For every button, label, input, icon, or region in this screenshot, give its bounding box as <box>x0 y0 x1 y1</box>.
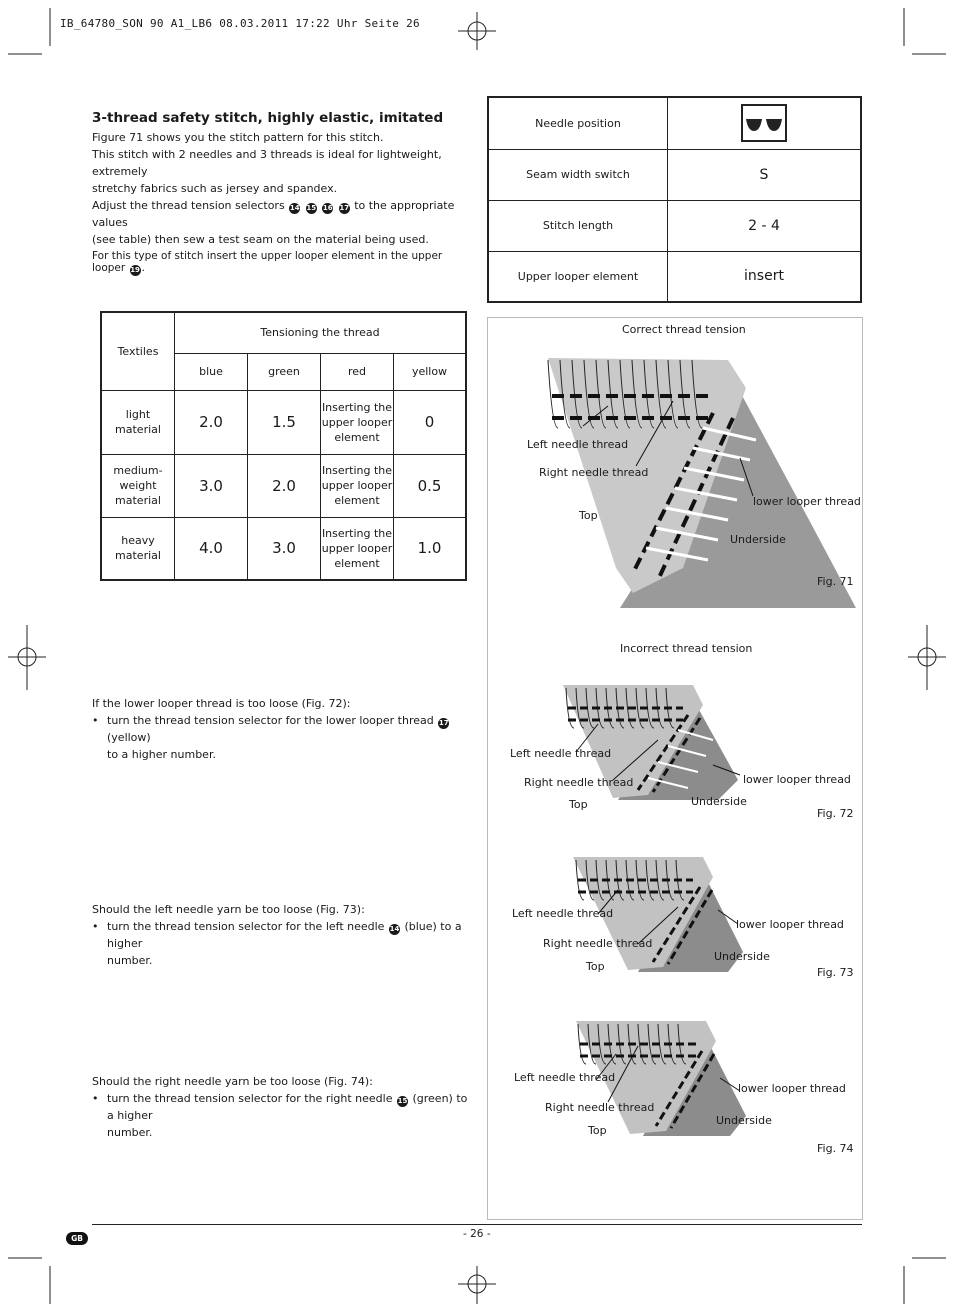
language-badge: GB <box>66 1232 88 1245</box>
bullet-line-2: number. <box>107 954 153 967</box>
instruction-intro: Should the left needle yarn be too loose (Fig. 73): <box>92 903 365 916</box>
fig73-left-needle-label: Left needle thread <box>512 907 614 920</box>
settings-value: S <box>668 149 862 200</box>
two-needles-icon <box>741 104 787 142</box>
settings-row <box>488 149 861 200</box>
settings-row <box>488 97 861 149</box>
instruction-intro: If the lower looper thread is too loose (Fig. 72): <box>92 697 351 710</box>
fig71-underside-label: Underside <box>730 533 786 546</box>
col-tension: Tensioning the thread <box>175 312 467 353</box>
bullet-text: turn the thread tension selector for the left needle <box>107 920 385 933</box>
col-textiles: Textiles <box>101 312 175 390</box>
fig71-lower-looper-label: lower looper thread <box>753 495 861 508</box>
looper-note-text: For this type of stitch insert the upper looper element in the upper looper <box>92 250 443 274</box>
adjust-text <box>92 197 472 248</box>
instruction-bullet: • turn the thread tension selector for the right needle 15 (green) to a higher number. <box>92 1090 472 1141</box>
table-row <box>101 454 466 517</box>
fig73-underside-label: Underside <box>714 950 770 963</box>
settings-label: Upper looper element <box>488 251 668 302</box>
table-row <box>101 517 466 580</box>
instruction-bullet: • turn the thread tension selector for the lower looper thread 17 (yellow) to a higher number. <box>92 712 472 763</box>
intro-line-1: Figure 71 shows you the stitch pattern for this stitch. <box>92 131 384 144</box>
looper-19-icon: 19 <box>130 266 140 274</box>
yellow-value: 1.0 <box>394 517 467 580</box>
instruction-block <box>92 695 472 763</box>
intro-line-2: This stitch with 2 needles and 3 threads is ideal for lightweight, extremely <box>92 148 442 178</box>
fig72-lower-looper-label: lower looper thread <box>743 773 851 786</box>
tension-header-row <box>101 312 466 353</box>
settings-row <box>488 251 861 302</box>
blue-value: 3.0 <box>175 454 248 517</box>
fig73-right-needle-label: Right needle thread <box>543 937 653 950</box>
instruction-block <box>92 901 472 969</box>
col-yellow: yellow <box>394 353 467 390</box>
fig71-top-label: Top <box>579 509 598 522</box>
correct-tension-title: Correct thread tension <box>622 323 746 336</box>
fig74-left-needle-label: Left needle thread <box>514 1071 616 1084</box>
fig74-right-needle-label: Right needle thread <box>545 1101 655 1114</box>
fig72-caption: Fig. 72 <box>817 807 854 820</box>
bullet-text-post: (blue) to a higher <box>107 920 462 950</box>
bullet-line-2: number. <box>107 1126 153 1139</box>
selector-14-icon: 14 <box>389 925 400 933</box>
material-cell: medium-weight material <box>101 454 175 517</box>
bullet-line-2: to a higher number. <box>107 748 216 761</box>
fig71-caption: Fig. 71 <box>817 575 854 588</box>
settings-label: Stitch length <box>488 200 668 251</box>
green-value: 1.5 <box>248 390 321 454</box>
adjust-pre: Adjust the thread tension selectors <box>92 199 285 212</box>
fig72-underside-label: Underside <box>691 795 747 808</box>
print-slug: IB_64780_SON 90 A1_LB6 08.03.2011 17:22 Uhr Seite 26 <box>60 17 420 30</box>
fig74-underside-label: Underside <box>716 1114 772 1127</box>
blue-value: 4.0 <box>175 517 248 580</box>
red-value: Inserting the upper looper element <box>321 454 394 517</box>
col-blue: blue <box>175 353 248 390</box>
settings-row <box>488 200 861 251</box>
fig74-caption: Fig. 74 <box>817 1142 854 1155</box>
fig72-left-needle-label: Left needle thread <box>510 747 612 760</box>
green-value: 3.0 <box>248 517 321 580</box>
adjust-post: to the appropriate values <box>92 199 455 229</box>
fig72-right-needle-label: Right needle thread <box>524 776 634 789</box>
settings-value: insert <box>668 251 862 302</box>
instruction-bullet: • turn the thread tension selector for the left needle 14 (blue) to a higher number. <box>92 918 472 969</box>
fig73-caption: Fig. 73 <box>817 966 854 979</box>
settings-value: 2 - 4 <box>668 200 862 251</box>
blue-value: 2.0 <box>175 390 248 454</box>
selector-17-icon: 17 <box>339 204 350 212</box>
intro-line-3: stretchy fabrics such as jersey and spandex. <box>92 182 338 195</box>
fig71-left-needle-label: Left needle thread <box>527 438 629 451</box>
adjust-line-2: (see table) then sew a test seam on the material being used. <box>92 233 429 246</box>
selector-17-icon: 17 <box>438 719 449 727</box>
settings-label: Needle position <box>488 97 668 149</box>
instruction-intro: Should the right needle yarn be too loose (Fig. 74): <box>92 1075 373 1088</box>
section-title: 3-thread safety stitch, highly elastic, imitated <box>92 110 444 126</box>
bullet-text-post: (green) to a higher <box>107 1092 468 1122</box>
selector-15-icon: 15 <box>397 1097 408 1105</box>
col-red: red <box>321 353 394 390</box>
selector-14-icon: 14 <box>289 204 300 212</box>
instruction-block <box>92 1073 472 1141</box>
settings-label: Seam width switch <box>488 149 668 200</box>
needle-position-cell <box>668 97 862 149</box>
yellow-value: 0.5 <box>394 454 467 517</box>
bullet-text: turn the thread tension selector for the right needle <box>107 1092 393 1105</box>
fig71-right-needle-label: Right needle thread <box>539 466 649 479</box>
fig74-top-label: Top <box>588 1124 607 1137</box>
selector-16-icon: 16 <box>322 204 333 212</box>
fig72-top-label: Top <box>569 798 588 811</box>
looper-note: For this type of stitch insert the upper looper element in the upper looper 19 . <box>92 250 443 274</box>
red-value: Inserting the upper looper element <box>321 390 394 454</box>
fig74-lower-looper-label: lower looper thread <box>738 1082 846 1095</box>
incorrect-tension-title: Incorrect thread tension <box>620 642 753 655</box>
bullet-text: turn the thread tension selector for the lower looper thread <box>107 714 434 727</box>
table-row <box>101 390 466 454</box>
green-value: 2.0 <box>248 454 321 517</box>
yellow-value: 0 <box>394 390 467 454</box>
col-green: green <box>248 353 321 390</box>
bullet-text-post: (yellow) <box>107 731 151 744</box>
fig73-lower-looper-label: lower looper thread <box>736 918 844 931</box>
material-cell: heavy material <box>101 517 175 580</box>
red-value: Inserting the upper looper element <box>321 517 394 580</box>
settings-table <box>487 96 862 303</box>
selector-15-icon: 15 <box>306 204 317 212</box>
intro-text <box>92 129 472 197</box>
tension-table <box>100 311 467 581</box>
material-cell: light material <box>101 390 175 454</box>
footer-rule <box>92 1224 862 1225</box>
fig73-top-label: Top <box>586 960 605 973</box>
page-number: - 26 - <box>463 1228 491 1240</box>
